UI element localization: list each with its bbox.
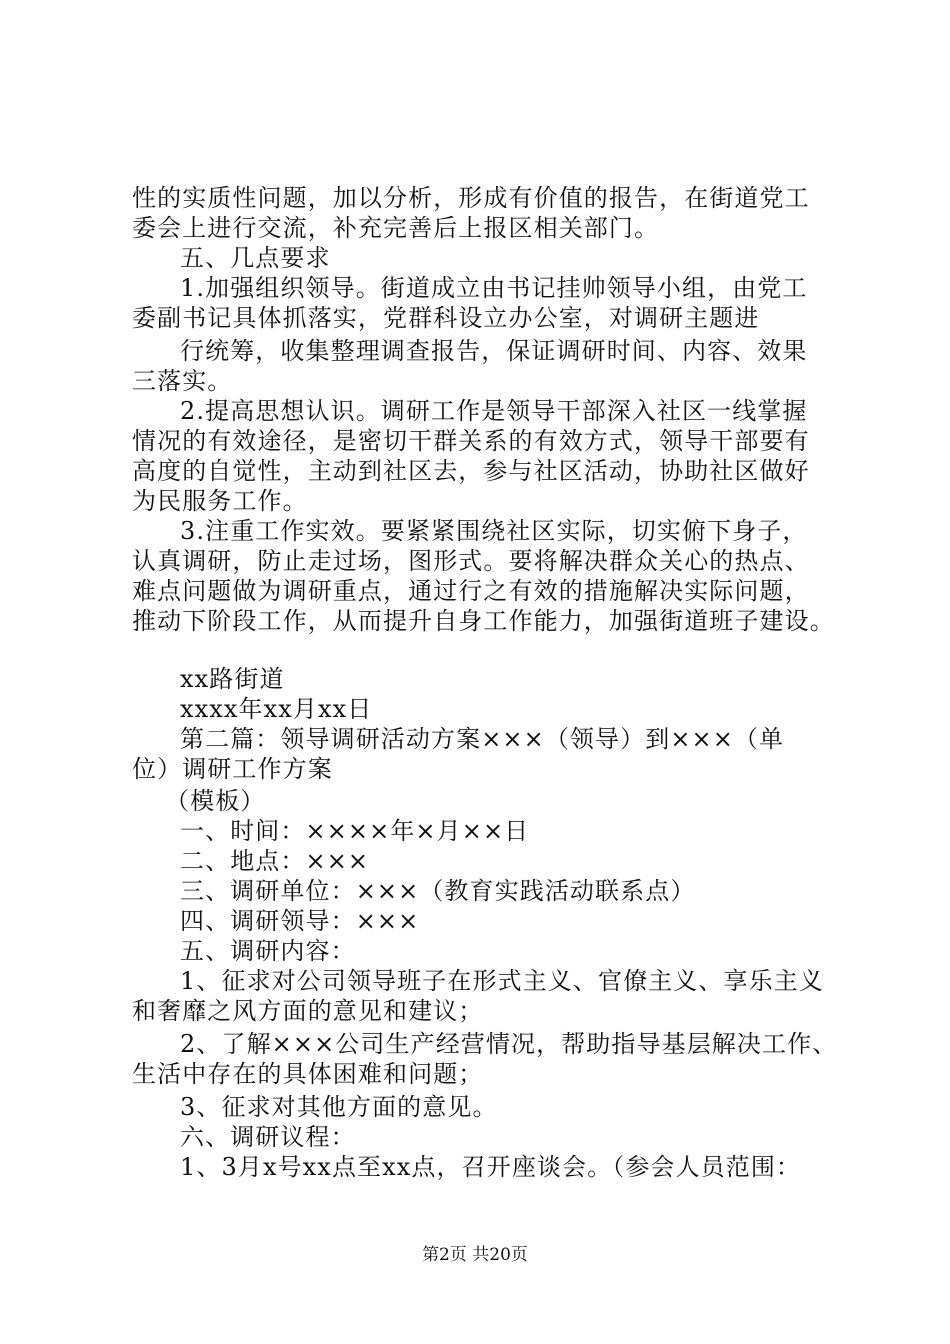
text-line: 二、地点：××× [180, 847, 370, 875]
text-line: 1、征求对公司领导班子在形式主义、官僚主义、享乐主义 [180, 967, 824, 995]
text-line: （模板） [165, 787, 266, 815]
text-line: 难点问题做为调研重点，通过行之有效的措施解决实际问题， [132, 577, 810, 605]
text-line: 2、了解×××公司生产经营情况，帮助指导基层解决工作、 [180, 1030, 838, 1058]
text-line: 1、3月x号xx点至xx点，召开座谈会。（参会人员范围： [180, 1153, 802, 1181]
text-line: 高度的自觉性，主动到社区去，参与社区活动，协助社区做好 [132, 457, 810, 485]
text-line: 性的实质性问题，加以分析，形成有价值的报告，在街道党工 [132, 184, 810, 212]
text-line: 一、时间：××××年×月××日 [180, 817, 530, 845]
text-line: 推动下阶段工作，从而提升自身工作能力，加强街道班子建设。 [132, 607, 835, 635]
text-line: 三、调研单位：×××（教育实践活动联系点） [180, 877, 696, 905]
text-line: 情况的有效途径，是密切干群关系的有效方式，领导干部要有 [132, 427, 810, 455]
text-line: 四、调研领导：××× [180, 907, 420, 935]
page-number-label: 第2页 共20页 [422, 1245, 528, 1265]
signature-organization: xx路街道 [180, 665, 285, 693]
text-line: 和奢靡之风方面的意见和建议； [132, 997, 484, 1025]
text-line: 委会上进行交流，补充完善后上报区相关部门。 [132, 214, 660, 242]
text-line: 为民服务工作。 [132, 487, 308, 515]
section-heading: 五、调研内容： [180, 937, 356, 965]
text-line: 1.加强组织领导。街道成立由书记挂帅领导小组，由党工 [180, 274, 808, 302]
page-footer [0, 1245, 950, 1265]
text-line: 认真调研，防止走过场，图形式。要将解决群众关心的热点、 [132, 547, 810, 575]
text-line: 三落实。 [132, 367, 233, 395]
section-heading: 六、调研议程： [180, 1123, 356, 1151]
chapter-title: 位）调研工作方案 [132, 755, 333, 783]
signature-date: xxxx年xx月xx日 [180, 695, 373, 723]
text-line: 3.注重工作实效。要紧紧围绕社区实际，切实俯下身子， [180, 517, 808, 545]
text-line: 生活中存在的具体困难和问题； [132, 1060, 484, 1088]
text-line: 行统筹，收集整理调查报告，保证调研时间、内容、效果 [180, 337, 808, 365]
chapter-title: 第二篇：领导调研活动方案×××（领导）到×××（单 [180, 725, 785, 753]
section-heading: 五、几点要求 [180, 244, 331, 272]
text-line: 3、征求对其他方面的意见。 [180, 1093, 498, 1121]
text-line: 2.提高思想认识。调研工作是领导干部深入社区一线掌握 [180, 397, 808, 425]
text-line: 委副书记具体抓落实，党群科设立办公室，对调研主题进 [132, 304, 760, 332]
